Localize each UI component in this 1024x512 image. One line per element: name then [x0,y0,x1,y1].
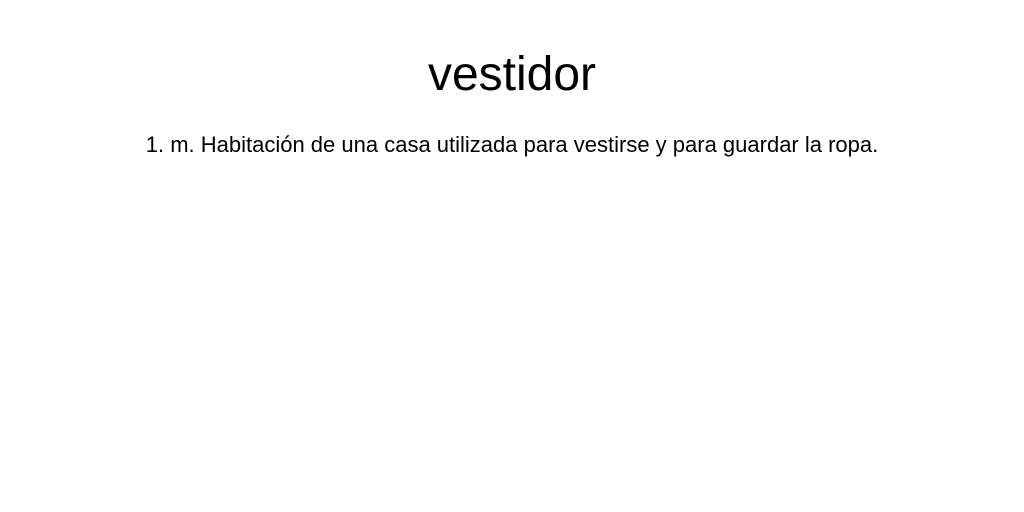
entry-term-heading: vestidor [427,48,597,101]
entry-definition-1: 1. m. Habitación de una casa utilizada para vestirse y para guardar la ropa. [145,132,879,157]
